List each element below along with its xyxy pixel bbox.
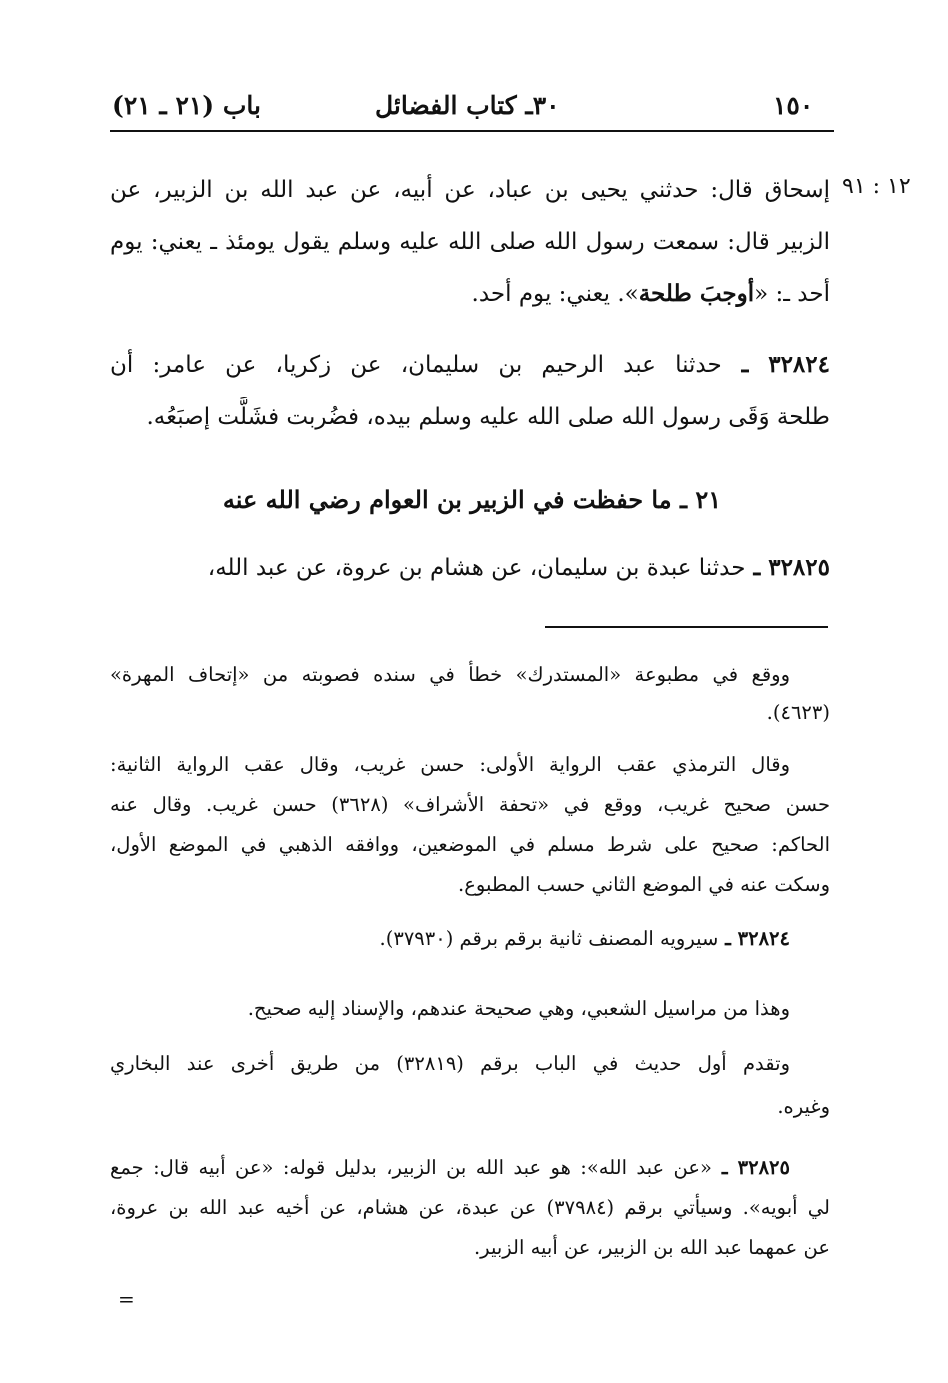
- footnote-line: حسن صحيح غريب، ووقع في «تحفة الأشراف» (٣٦٢٨) حسن غريب. وقال عنه: [110, 793, 830, 816]
- hadith-32824-line: ٣٢٨٢٤ ـ حدثنا عبد الرحيم بن سليمان، عن زكريا، عن عامر: أن: [110, 351, 830, 378]
- footnote-line: ٣٢٨٢٤ ـ سيرويه المصنف ثانية برقم برقم (٣٧٩٣٠).: [379, 927, 790, 950]
- text-line: أحد ـ: «أوجبَ طلحة». يعني: يوم أحد.: [471, 280, 830, 307]
- footnote-line: الحاكم: صحيح على شرط مسلم في الموضعين، ووافقه الذهبي في الموضع الأول،: [110, 833, 830, 856]
- footnote-line: وقال الترمذي عقب الرواية الأولى: حسن غريب، وقال عقب الرواية الثانية:: [110, 753, 790, 776]
- section-heading: ٢١ ـ ما حفظت في الزبير بن العوام رضي الله عنه: [222, 485, 722, 514]
- side-reference: ١٢ : ٩١: [842, 174, 911, 199]
- text-line: إسحاق قال: حدثني يحيى بن عباد، عن أبيه، عن عبد الله بن الزبير، عن: [110, 177, 830, 203]
- footnote-line: وتقدم أول حديث في الباب برقم (٣٢٨١٩) من طريق أخرى عند البخاري: [110, 1052, 790, 1075]
- footnote-rule: [545, 626, 828, 628]
- text-line: طلحة وَقَى رسول الله صلى الله عليه وسلم بيده، فضُربت فشَلَّت إصبَعُه.: [146, 404, 830, 430]
- page-number: ١٥٠: [773, 91, 814, 120]
- footnote-line: وغيره.: [777, 1095, 830, 1118]
- text-line: الزبير قال: سمعت رسول الله صلى الله عليه وسلم يقول يومئذ ـ يعني: يوم: [110, 229, 830, 255]
- section-label: باب (٢١ ـ ٢١): [112, 91, 261, 120]
- footnote-line: ووقع في مطبوعة «المستدرك» خطأ في سنده فصوبته من «إتحاف المهرة»: [110, 663, 790, 686]
- chapter-title: ٣٠ـ كتاب الفضائل: [375, 91, 560, 120]
- hadith-32825-line: ٣٢٨٢٥ ـ حدثنا عبدة بن سليمان، عن هشام بن عروة، عن عبد الله،: [207, 554, 830, 581]
- footnote-line: (٤٦٢٣).: [766, 701, 830, 724]
- header-rule: [110, 130, 834, 132]
- footnote-line: وهذا من مراسيل الشعبي، وهي صحيحة عندهم، والإسناد إليه صحيح.: [247, 997, 790, 1020]
- footnote-line: ٣٢٨٢٥ ـ «عن عبد الله»: هو عبد الله بن الزبير، بدليل قوله: «عن أبيه قال: جمع: [110, 1156, 790, 1179]
- footnote-line: وسكت عنه في الموضع الثاني حسب المطبوع.: [458, 873, 830, 896]
- footnote-line: عن عمهما عبد الله بن الزبير، عن أبيه الزبير.: [473, 1236, 830, 1259]
- footnote-line: لي أبويه». وسيأتي برقم (٣٧٩٨٤) عن عبدة، عن هشام، عن أخيه عبد الله بن عروة،: [110, 1196, 830, 1219]
- continuation-mark: =: [118, 1287, 135, 1311]
